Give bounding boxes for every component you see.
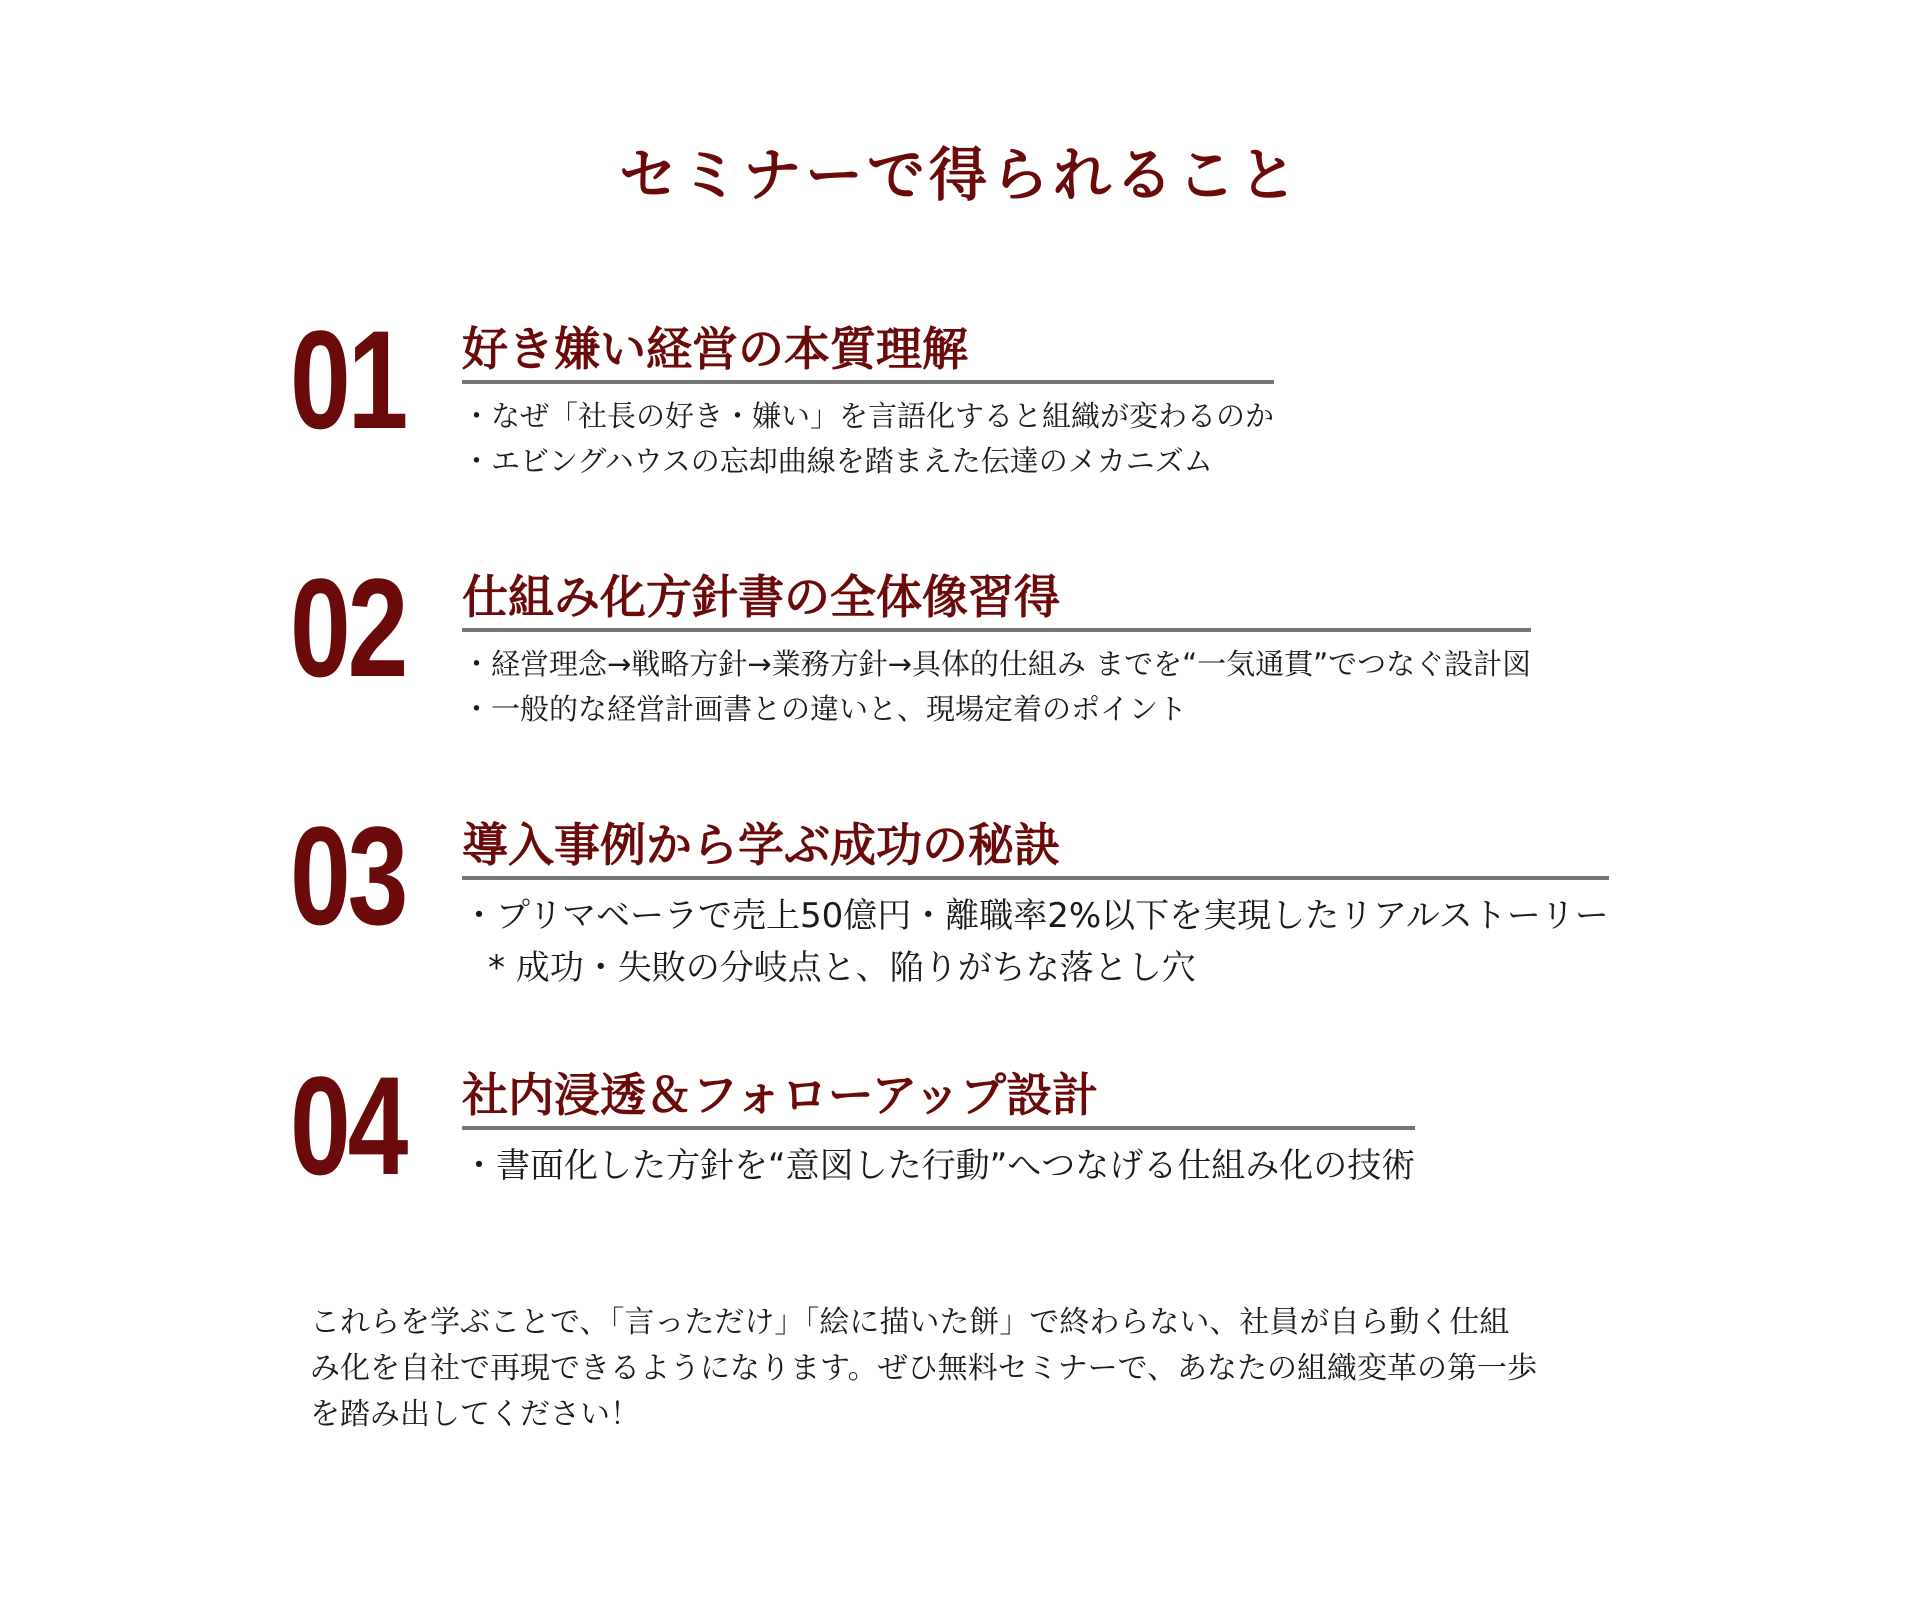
section-bullet: ・一般的な経営計画書との違いと、現場定着のポイント [462,692,1188,726]
section-bullet: ・書面化した方針を“意図した行動”へつなげる仕組み化の技術 [462,1146,1416,1186]
page-title: セミナーで得られること [618,141,1301,209]
section-number: 01 [290,301,406,458]
section-02 [290,549,1790,758]
summary-line: を踏み出してください！ [310,1397,640,1432]
section-title: 仕組み化方針書の全体像習得 [462,566,1531,632]
section-body [462,814,1609,994]
summary-line: これらを学ぶことで、「言っただけ」「絵に描いた餅」で終わらない、社員が自ら動く仕組 [310,1305,1510,1340]
section-title: 社内浸透＆フォローアップ設計 [462,1064,1415,1130]
section-number: 03 [290,797,406,954]
section-01 [290,301,1790,510]
section-bullet: ・エビングハウスの忘却曲線を踏まえた伝達のメカニズム [462,444,1213,478]
section-number: 04 [290,1047,406,1204]
section-note: * 成功・失敗の分岐点と、陥りがちな落とし穴 [488,948,1196,988]
section-bullet: ・なぜ「社長の好き・嫌い」を言語化すると組織が変わるのか [462,399,1275,433]
section-body [462,566,1531,732]
section-title: 好き嫌い経営の本質理解 [462,318,1274,384]
section-number: 02 [290,549,406,706]
summary-paragraph [310,1300,1650,1438]
section-body [462,1064,1415,1192]
section-03 [290,797,1790,1006]
section-bullet: ・プリマベーラで売上50億円・離職率2%以下を実現したリアルストーリー [462,896,1609,936]
section-title: 導入事例から学ぶ成功の秘訣 [462,814,1609,880]
summary-line: み化を自社で再現できるようになります。ぜひ無料セミナーで、あなたの組織変革の第一歩 [310,1351,1537,1386]
section-04 [290,1047,1790,1256]
section-bullet: ・経営理念→戦略方針→業務方針→具体的仕組み までを“一気通貫”でつなぐ設計図 [462,647,1532,681]
section-body [462,318,1274,484]
